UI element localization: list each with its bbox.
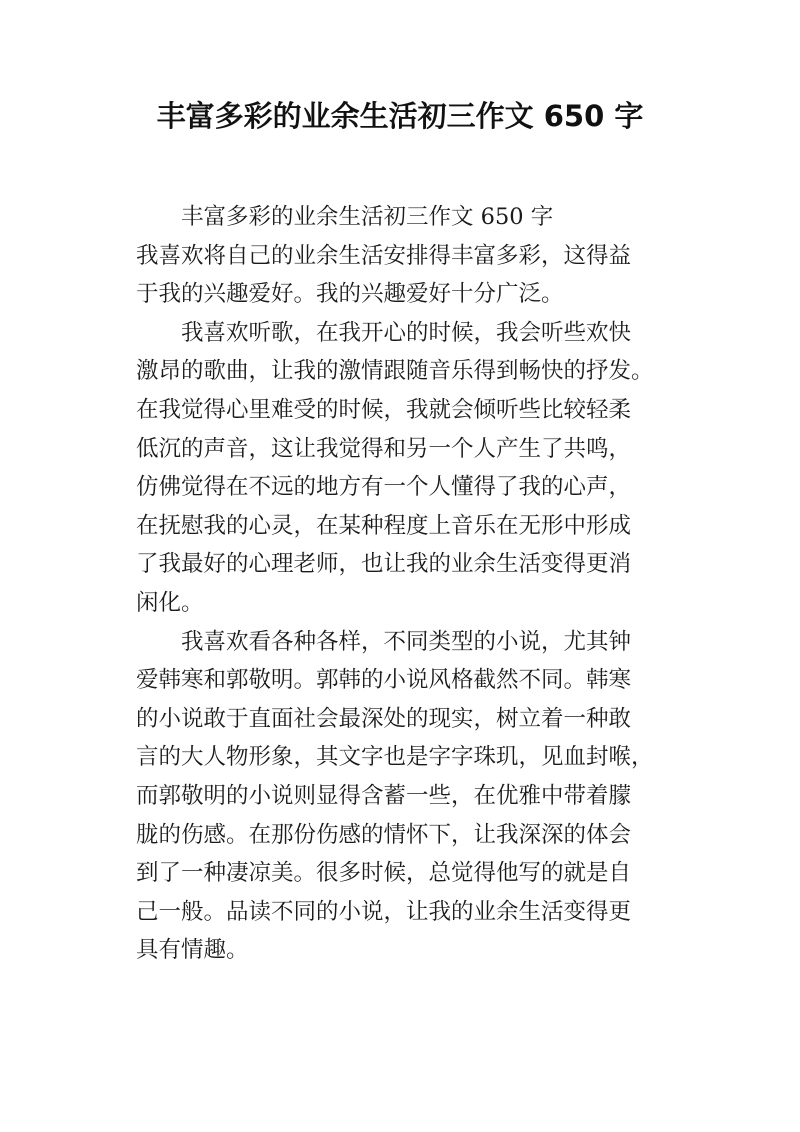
body-line: 胧的伤感。在那份伤感的情怀下，让我深深的体会: [136, 821, 632, 848]
body-line: 而郭敬明的小说则显得含蓄一些，在优雅中带着朦: [136, 782, 632, 809]
body-line: 爱韩寒和郭敬明。郭韩的小说风格截然不同。韩寒: [136, 667, 632, 694]
body-line: 在我觉得心里难受的时候，我就会倾听些比较轻柔: [136, 396, 632, 423]
body-line: 于我的兴趣爱好。我的兴趣爱好十分广泛。: [136, 281, 564, 308]
body-line: 低沉的声音，这让我觉得和另一个人产生了共鸣，: [136, 435, 632, 462]
body-line: 闲化。: [136, 589, 204, 616]
body-line: 己一般。品读不同的小说，让我的业余生活变得更: [136, 898, 632, 925]
body-line: 我喜欢将自己的业余生活安排得丰富多彩，这得益: [136, 242, 632, 269]
body-line: 的小说敢于直面社会最深处的现实，树立着一种敢: [136, 705, 632, 732]
body-line-paragraph-start: 我喜欢听歌，在我开心的时候，我会听些欢快: [181, 319, 632, 346]
body-line-paragraph-start: 我喜欢看各种各样，不同类型的小说，尤其钟: [181, 628, 632, 655]
body-line: 仿佛觉得在不远的地方有一个人懂得了我的心声，: [136, 474, 632, 501]
document-body: [136, 198, 670, 970]
document-title: 丰富多彩的业余生活初三作文 650 字: [156, 99, 644, 133]
body-line: 具有情趣。: [136, 937, 249, 964]
body-line: 到了一种凄凉美。很多时候，总觉得他写的就是自: [136, 860, 632, 887]
body-line-subtitle: 丰富多彩的业余生活初三作文 650 字: [181, 204, 554, 230]
body-line: 了我最好的心理老师，也让我的业余生活变得更消: [136, 551, 632, 578]
body-line: 在抚慰我的心灵，在某种程度上音乐在无形中形成: [136, 512, 632, 539]
body-line: 言的大人物形象，其文字也是字字珠玑，见血封喉，: [136, 744, 654, 771]
body-line: 激昂的歌曲，让我的激情跟随音乐得到畅快的抒发。: [136, 358, 654, 385]
